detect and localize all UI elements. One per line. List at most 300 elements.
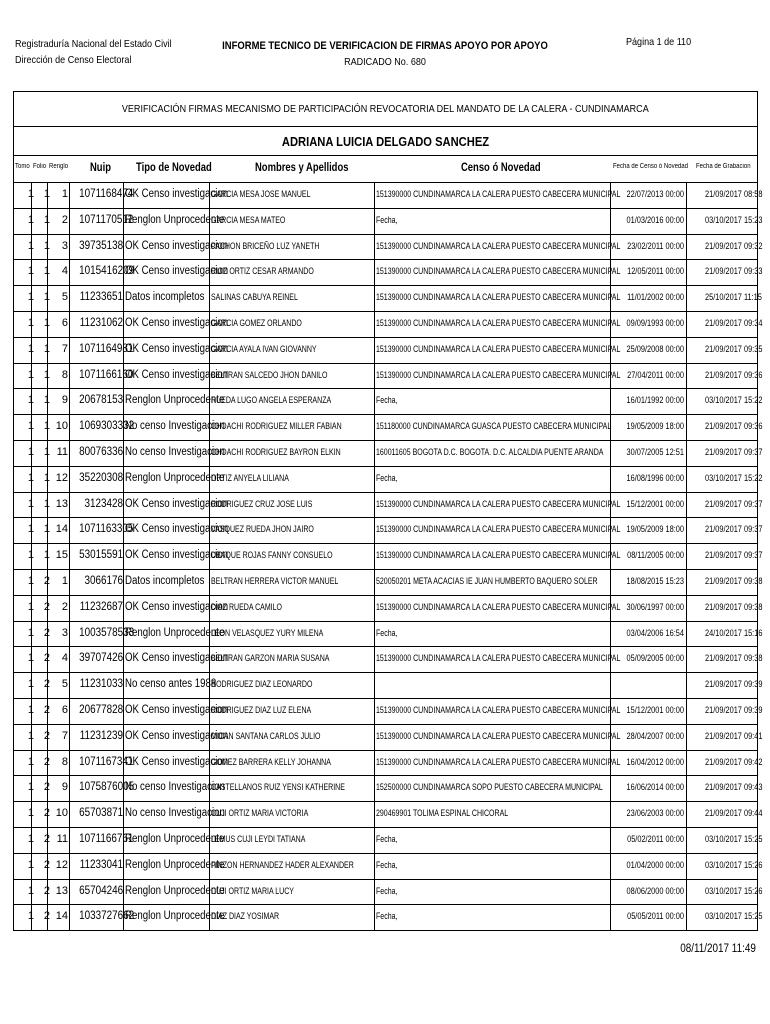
footer-timestamp: 08/11/2017 11:49 (680, 943, 756, 955)
nombre-cell: UBAQUE ROJAS FANNY CONSUELO (211, 550, 333, 561)
folio-cell: 2 (43, 807, 50, 820)
fecha-censo-cell: 05/09/2005 00:00 (626, 653, 684, 664)
tomo-cell: 1 (27, 807, 34, 820)
folio-cell: 1 (43, 188, 50, 200)
nombre-cell: BELTRAN GARZON MARIA SUSANA (211, 653, 330, 664)
tipo-novedad-cell: OK Censo investigacion (125, 549, 229, 562)
renglon-cell: 14 (55, 523, 68, 536)
fecha-censo-cell: 08/06/2000 00:00 (626, 885, 684, 896)
fecha-grabacion-cell: 03/10/2017 15:25 (704, 833, 763, 844)
renglon-cell: 13 (55, 497, 68, 510)
censo-cell: Fecha, (376, 472, 398, 483)
tipo-novedad-cell: OK Censo investigacion (125, 652, 229, 665)
fecha-censo-cell: 16/04/2012 00:00 (626, 756, 684, 767)
tomo-cell: 1 (27, 497, 34, 510)
fecha-censo-cell: 18/08/2015 15:23 (626, 575, 684, 586)
fecha-grabacion-cell: 03/10/2017 15:23 (704, 214, 763, 225)
tomo-cell: 1 (27, 188, 34, 200)
folio-cell: 2 (43, 703, 50, 716)
nombre-cell: SALINAS CABUYA REINEL (211, 292, 298, 303)
folio-cell: 2 (43, 600, 50, 613)
tomo-cell: 1 (27, 678, 34, 691)
fecha-censo-cell: 27/04/2011 00:00 (627, 369, 684, 380)
fecha-censo-cell: 15/12/2001 00:00 (626, 498, 684, 509)
nuip-cell: 11231239 (79, 729, 123, 742)
nuip-cell: 11231033 (79, 678, 123, 691)
renglon-cell: 5 (61, 678, 68, 691)
folio-cell: 1 (43, 523, 50, 536)
tipo-novedad-cell: Renglon Unprocedente (125, 884, 225, 897)
nuip-cell: 1071166761 (79, 832, 134, 845)
tipo-novedad-cell: Datos incompletos (125, 291, 205, 304)
censo-cell: 151390000 CUNDINAMARCA LA CALERA PUESTO CABECERA MUNICIPAL (376, 369, 621, 380)
fecha-grabacion-cell: 21/09/2017 09:37 (704, 446, 763, 457)
censo-cell: 151390000 CUNDINAMARCA LA CALERA PUESTO CABECERA MUNICIPAL (376, 189, 621, 199)
fecha-grabacion-cell: 21/09/2017 09:37 (704, 524, 763, 535)
folio-cell: 1 (43, 368, 50, 381)
table-row (14, 363, 763, 389)
table-row (14, 543, 763, 569)
censo-cell: Fecha, (376, 911, 398, 922)
fecha-grabacion-cell: 21/09/2017 09:42 (704, 756, 763, 767)
tomo-cell: 1 (27, 394, 34, 407)
nombre-cell: RUEDA LUGO ANGELA ESPERANZA (211, 395, 332, 406)
fecha-grabacion-cell: 21/09/2017 09:44 (704, 808, 763, 819)
tipo-novedad-cell: Renglon Unprocedente (125, 394, 225, 407)
censo-cell: 160011605 BOGOTA D.C. BOGOTA. D.C. ALCALDIA PUENTE ARANDA (376, 446, 604, 457)
tipo-novedad-cell: OK Censo investigacion (125, 239, 229, 252)
fecha-grabacion-cell: 21/09/2017 09:38 (704, 575, 763, 586)
nuip-cell: 35220308 (79, 471, 124, 484)
fecha-censo-cell: 30/06/1997 00:00 (626, 601, 684, 612)
renglon-cell: 4 (61, 652, 68, 665)
tomo-cell: 1 (27, 471, 34, 484)
censo-cell: 151390000 CUNDINAMARCA LA CALERA PUESTO CABECERA MUNICIPAL (376, 240, 621, 251)
table-row (14, 208, 763, 234)
nuip-cell: 80076336 (79, 445, 124, 458)
tipo-novedad-cell: No censo antes 1988 (125, 678, 217, 691)
table-row (14, 672, 763, 698)
fecha-censo-cell: 22/07/2013 00:00 (626, 189, 684, 199)
fecha-censo-cell: 09/09/1993 00:00 (626, 317, 684, 328)
table-row (14, 646, 763, 672)
censo-cell: 151390000 CUNDINAMARCA LA CALERA PUESTO CABECERA MUNICIPAL (376, 653, 621, 664)
censo-cell: Fecha, (376, 859, 398, 870)
verification-banner (13, 91, 758, 126)
renglon-cell: 6 (61, 703, 68, 716)
nuip-cell: 1071164981 (79, 342, 134, 355)
table-row (14, 904, 763, 930)
fecha-grabacion-cell: 21/09/2017 09:34 (704, 317, 763, 328)
folio-cell: 2 (43, 884, 50, 897)
fecha-censo-cell: 01/03/2016 00:00 (626, 214, 684, 225)
nuip-cell: 1071166160 (79, 368, 134, 381)
tomo-cell: 1 (27, 600, 34, 613)
tomo-cell: 1 (27, 574, 34, 587)
tomo-cell: 1 (27, 910, 34, 923)
nuip-cell: 1071170512 (79, 213, 134, 226)
tomo-cell: 1 (27, 858, 34, 871)
tipo-novedad-cell: Renglon Unprocedente (125, 832, 225, 845)
tipo-novedad-cell: OK Censo investigacion (125, 265, 229, 278)
fecha-grabacion-cell: 21/09/2017 09:43 (704, 782, 763, 793)
folio-cell: 1 (43, 316, 50, 329)
fecha-censo-cell: 03/04/2006 16:54 (626, 627, 684, 638)
tomo-cell: 1 (27, 291, 34, 304)
col-fecha-grabacion: Fecha de Grabacion (696, 163, 751, 170)
fecha-censo-cell: 30/07/2005 12:51 (626, 446, 684, 457)
table-row (14, 440, 763, 466)
tipo-novedad-cell: OK Censo investigacion (125, 316, 229, 329)
nuip-cell: 65704246 (79, 884, 124, 897)
tomo-cell: 1 (27, 213, 34, 226)
tipo-novedad-cell: No censo Investigacion (125, 420, 225, 433)
tipo-novedad-cell: No censo Investigacion (125, 807, 225, 820)
folio-cell: 1 (43, 394, 50, 407)
radicado-number: RADICADO No. 680 (344, 56, 426, 68)
fecha-grabacion-cell: 21/09/2017 09:37 (704, 550, 763, 561)
table-row (14, 698, 763, 724)
nombre-cell: BELTRAN SALCEDO JHON DANILO (211, 369, 328, 380)
censo-cell: 520050201 META ACACIAS IE JUAN HUMBERTO BAQUERO SOLER (376, 575, 598, 586)
fecha-grabacion-cell: 03/10/2017 15:22 (704, 395, 763, 406)
col-tomo: Tomo (15, 163, 30, 170)
censo-cell: 151390000 CUNDINAMARCA LA CALERA PUESTO CABECERA MUNICIPAL (376, 343, 621, 354)
renglon-cell: 10 (55, 420, 68, 433)
nombre-cell: BELTRAN HERRERA VICTOR MANUEL (211, 575, 339, 586)
folio-cell: 1 (43, 239, 50, 252)
nuip-cell: 1069303332 (79, 420, 135, 433)
censo-cell: Fecha, (376, 885, 398, 896)
folio-cell: 1 (43, 549, 50, 562)
nombre-cell: CUJI ORTIZ MARIA LUCY (211, 885, 294, 896)
table-row (14, 879, 763, 905)
table-row (14, 853, 763, 879)
nombre-cell: GOMEZ BARRERA KELLY JOHANNA (211, 756, 331, 767)
report-title: INFORME TECNICO DE VERIFICACION DE FIRMAS APOYO POR APOYO (222, 40, 548, 52)
fecha-censo-cell: 19/05/2009 18:00 (626, 524, 684, 535)
renglon-cell: 1 (61, 188, 68, 200)
nombre-cell: LEON VELASQUEZ YURY MILENA (211, 627, 324, 638)
tomo-cell: 1 (27, 420, 34, 433)
table-row (14, 414, 763, 440)
col-nuip: Nuip (90, 162, 111, 174)
tomo-cell: 1 (27, 342, 34, 355)
censo-cell: 151180000 CUNDINAMARCA GUASCA PUESTO CABECERA MUNICIPAL (376, 421, 612, 432)
nuip-cell: 53015591 (79, 549, 124, 562)
fecha-censo-cell: 12/05/2011 00:00 (627, 266, 684, 277)
nombre-cell: DIAZ DIAZ YOSIMAR (211, 911, 280, 922)
fecha-grabacion-cell: 03/10/2017 15:22 (704, 472, 763, 483)
table-row (14, 621, 763, 647)
fecha-censo-cell: 05/05/2011 00:00 (627, 911, 684, 922)
tomo-cell: 1 (27, 549, 34, 562)
fecha-censo-cell: 16/08/1996 00:00 (626, 472, 684, 483)
fecha-grabacion-cell: 21/09/2017 09:33 (704, 266, 763, 277)
renglon-cell: 12 (55, 858, 68, 871)
table-row (14, 724, 763, 750)
folio-cell: 1 (43, 471, 50, 484)
fecha-censo-cell: 25/09/2008 00:00 (626, 343, 684, 354)
col-nombres: Nombres y Apellidos (255, 162, 349, 174)
nuip-cell: 11233651 (79, 291, 123, 304)
table-row (14, 801, 763, 827)
table-row (14, 311, 763, 337)
nombre-cell: VASQUEZ RUEDA JHON JAIRO (211, 524, 314, 535)
censo-cell: 151390000 CUNDINAMARCA LA CALERA PUESTO CABECERA MUNICIPAL (376, 266, 621, 277)
tipo-novedad-cell: Renglon Unprocedente (125, 213, 225, 226)
tipo-novedad-cell: OK Censo investigacion (125, 368, 229, 381)
col-tipo-novedad: Tipo de Novedad (136, 162, 212, 174)
renglon-cell: 10 (55, 807, 68, 820)
renglon-cell: 7 (61, 729, 68, 742)
col-censo: Censo ó Novedad (461, 162, 541, 174)
table-row (14, 234, 763, 260)
censo-cell: Fecha, (376, 395, 398, 406)
fecha-grabacion-cell: 03/10/2017 15:25 (704, 911, 763, 922)
nuip-cell: 1003578533 (79, 626, 135, 639)
tipo-novedad-cell: No censo Investigacion (125, 781, 225, 794)
tipo-novedad-cell: Renglon Unprocedente (125, 471, 225, 484)
nuip-cell: 1071163305 (79, 523, 134, 536)
table-header (13, 156, 758, 182)
organization (15, 36, 172, 68)
nuip-cell: 39707426 (79, 652, 124, 665)
fecha-grabacion-cell: 21/09/2017 08:58 (704, 189, 763, 199)
tomo-cell: 1 (27, 368, 34, 381)
tipo-novedad-cell: OK Censo investigacion (125, 755, 229, 768)
nombre-cell: GARCIA AYALA IVAN GIOVANNY (211, 343, 317, 354)
fecha-censo-cell: 15/12/2001 00:00 (626, 704, 684, 715)
table-row (14, 775, 763, 801)
tipo-novedad-cell: Renglon Unprocedente (125, 858, 225, 871)
nuip-cell: 20677828 (79, 703, 124, 716)
renglon-cell: 14 (55, 910, 68, 923)
table-row (14, 337, 763, 363)
nuip-cell: 1015416209 (79, 265, 135, 278)
fecha-grabacion-cell: 21/09/2017 09:38 (704, 653, 763, 664)
nuip-cell: 1075876005 (79, 781, 135, 794)
fecha-grabacion-cell: 25/10/2017 11:15 (704, 292, 762, 303)
nombre-cell: CHOACHI RODRIGUEZ BAYRON ELKIN (211, 446, 341, 457)
nombre-cell: PINZON HERNANDEZ HADER ALEXANDER (211, 859, 354, 870)
censo-cell: 151390000 CUNDINAMARCA LA CALERA PUESTO CABECERA MUNICIPAL (376, 292, 621, 303)
fecha-grabacion-cell: 21/09/2017 09:41 (704, 730, 763, 741)
fecha-grabacion-cell: 03/10/2017 15:26 (704, 859, 763, 870)
nombre-cell: RODRIGUEZ DIAZ LUZ ELENA (211, 704, 312, 715)
fecha-grabacion-cell: 21/09/2017 09:38 (704, 601, 763, 612)
tomo-cell: 1 (27, 884, 34, 897)
censo-cell: 290469901 TOLIMA ESPINAL CHICORAL (376, 808, 509, 819)
table-row (14, 827, 763, 853)
fecha-censo-cell: 19/05/2009 18:00 (626, 421, 684, 432)
folio-cell: 2 (43, 626, 50, 639)
nombre-cell: DIAZ RUEDA CAMILO (211, 601, 282, 612)
tomo-cell: 1 (27, 265, 34, 278)
tomo-cell: 1 (27, 626, 34, 639)
fecha-grabacion-cell: 21/09/2017 09:35 (704, 343, 763, 354)
nombre-cell: CUJI ORTIZ MARIA VICTORIA (211, 808, 309, 819)
fecha-censo-cell: 16/06/2014 00:00 (626, 782, 684, 793)
fecha-grabacion-cell: 21/09/2017 09:39 (704, 704, 763, 715)
renglon-cell: 2 (61, 600, 68, 613)
renglon-cell: 9 (61, 781, 68, 794)
nombre-cell: PACHON BRICEÑO LUZ YANETH (211, 240, 320, 251)
renglon-cell: 5 (61, 291, 68, 304)
table-row (14, 569, 763, 595)
censo-cell: 151390000 CUNDINAMARCA LA CALERA PUESTO CABECERA MUNICIPAL (376, 704, 621, 715)
nuip-cell: 11233041 (79, 858, 123, 871)
nombre-cell: CASTELLANOS RUIZ YENSI KATHERINE (211, 782, 345, 793)
nombre-cell: RUIZ ORTIZ CESAR ARMANDO (211, 266, 314, 277)
fecha-grabacion-cell: 21/09/2017 09:32 (704, 240, 763, 251)
col-fecha-censo: Fecha de Censo ó Novedad (613, 163, 688, 170)
folio-cell: 2 (43, 652, 50, 665)
censo-cell: 152500000 CUNDINAMARCA SOPO PUESTO CABECERA MUNICIPAL (376, 782, 603, 793)
nuip-cell: 11231062 (79, 316, 123, 329)
tipo-novedad-cell: Renglon Unprocedente (125, 626, 225, 639)
tipo-novedad-cell: OK Censo investigacion (125, 729, 229, 742)
tipo-novedad-cell: OK Censo investigacion (125, 342, 229, 355)
renglon-cell: 7 (61, 342, 68, 355)
folio-cell: 2 (43, 678, 50, 691)
folio-cell: 1 (43, 265, 50, 278)
table-row (14, 750, 763, 776)
fecha-censo-cell: 16/01/1992 00:00 (626, 395, 684, 406)
tomo-cell: 1 (27, 652, 34, 665)
folio-cell: 2 (43, 781, 50, 794)
person-name (13, 126, 758, 156)
nombre-cell: GARCIA MESA JOSE MANUEL (211, 189, 311, 199)
folio-cell: 1 (43, 497, 50, 510)
folio-cell: 2 (43, 574, 50, 587)
tomo-cell: 1 (27, 781, 34, 794)
nuip-cell: 20678153 (79, 394, 124, 407)
nuip-cell: 39735138 (79, 239, 124, 252)
org-name: Registraduría Nacional del Estado Civil (15, 38, 172, 50)
tipo-novedad-cell: OK Censo investigacion (125, 523, 229, 536)
folio-cell: 2 (43, 910, 50, 923)
renglon-cell: 1 (61, 574, 68, 587)
table-row (14, 492, 763, 518)
col-renglon: Renglo (49, 163, 69, 170)
table-row (14, 259, 763, 285)
verification-table (13, 182, 763, 931)
folio-cell: 1 (43, 445, 50, 458)
folio-cell: 1 (43, 213, 50, 226)
renglon-cell: 8 (61, 368, 68, 381)
folio-cell: 2 (43, 832, 50, 845)
renglon-cell: 4 (61, 265, 68, 278)
col-folio: Folio (33, 163, 47, 170)
tipo-novedad-cell: OK Censo investigacion (125, 600, 229, 613)
tomo-cell: 1 (27, 239, 34, 252)
tomo-cell: 1 (27, 703, 34, 716)
table-row (14, 388, 763, 414)
nuip-cell: 1033727662 (79, 910, 135, 923)
table-row (14, 517, 763, 543)
nuip-cell: 1071168474 (79, 188, 134, 200)
renglon-cell: 8 (61, 755, 68, 768)
renglon-cell: 3 (61, 626, 68, 639)
nombre-cell: LEMUS CUJI LEYDI TATIANA (211, 833, 306, 844)
fecha-censo-cell: 01/04/2000 00:00 (626, 859, 684, 870)
table-row (14, 285, 762, 311)
fecha-grabacion-cell: 21/09/2017 09:39 (704, 679, 763, 690)
table-row (14, 466, 763, 492)
fecha-grabacion-cell: 24/10/2017 15:16 (704, 627, 763, 638)
fecha-censo-cell: 23/02/2011 00:00 (627, 240, 684, 251)
folio-cell: 1 (43, 420, 50, 433)
censo-cell: 151390000 CUNDINAMARCA LA CALERA PUESTO CABECERA MUNICIPAL (376, 756, 621, 767)
renglon-cell: 13 (55, 884, 68, 897)
fecha-censo-cell: 08/11/2005 00:00 (627, 550, 684, 561)
fecha-grabacion-cell: 21/09/2017 09:37 (704, 498, 763, 509)
nombre-cell: ORTIZ ANYELA LILIANA (211, 472, 289, 483)
censo-cell: 151390000 CUNDINAMARCA LA CALERA PUESTO CABECERA MUNICIPAL (376, 730, 621, 741)
folio-cell: 1 (43, 342, 50, 355)
renglon-cell: 15 (55, 549, 68, 562)
nuip-cell: 11232687 (79, 600, 123, 613)
fecha-grabacion-cell: 21/09/2017 09:36 (704, 369, 763, 380)
person-name-text: ADRIANA LUICIA DELGADO SANCHEZ (281, 133, 490, 149)
censo-cell: 151390000 CUNDINAMARCA LA CALERA PUESTO CABECERA MUNICIPAL (376, 498, 621, 509)
nuip-cell: 3123428 (84, 497, 123, 510)
censo-cell: Fecha, (376, 627, 398, 638)
censo-cell: Fecha, (376, 833, 398, 844)
folio-cell: 2 (43, 729, 50, 742)
nuip-cell: 1071167341 (79, 755, 134, 768)
folio-cell: 2 (43, 858, 50, 871)
table-row (14, 182, 763, 208)
renglon-cell: 2 (61, 213, 68, 226)
tomo-cell: 1 (27, 729, 34, 742)
nuip-cell: 65703871 (79, 807, 124, 820)
fecha-censo-cell: 28/04/2007 00:00 (626, 730, 684, 741)
renglon-cell: 9 (61, 394, 68, 407)
fecha-censo-cell: 05/02/2011 00:00 (627, 833, 684, 844)
renglon-cell: 11 (56, 832, 68, 845)
table-row (14, 595, 763, 621)
tipo-novedad-cell: No censo Investigacion (125, 445, 225, 458)
tomo-cell: 1 (27, 523, 34, 536)
report-title-block (160, 38, 610, 70)
tomo-cell: 1 (27, 445, 34, 458)
page-number: Página 1 de 110 (626, 36, 692, 48)
nombre-cell: MICAN SANTANA CARLOS JULIO (211, 730, 321, 741)
org-department: Dirección de Censo Electoral (15, 54, 132, 66)
censo-cell: 151390000 CUNDINAMARCA LA CALERA PUESTO CABECERA MUNICIPAL (376, 317, 621, 328)
censo-cell: 151390000 CUNDINAMARCA LA CALERA PUESTO CABECERA MUNICIPAL (376, 524, 621, 535)
renglon-cell: 6 (61, 316, 68, 329)
tipo-novedad-cell: OK Censo investigacion (125, 497, 229, 510)
nuip-cell: 3066176 (84, 574, 123, 587)
folio-cell: 2 (43, 755, 50, 768)
fecha-grabacion-cell: 03/10/2017 15:26 (704, 885, 763, 896)
renglon-cell: 12 (55, 471, 68, 484)
tomo-cell: 1 (27, 755, 34, 768)
fecha-censo-cell: 11/01/2002 00:00 (627, 292, 684, 303)
fecha-censo-cell: 23/06/2003 00:00 (626, 808, 684, 819)
nombre-cell: GARCIA GOMEZ ORLANDO (211, 317, 302, 328)
nombre-cell: CHOACHI RODRIGUEZ MILLER FABIAN (211, 421, 342, 432)
censo-cell: Fecha, (376, 214, 398, 225)
tomo-cell: 1 (27, 316, 34, 329)
fecha-grabacion-cell: 21/09/2017 09:36 (704, 421, 763, 432)
nombre-cell: RODRIGUEZ DIAZ LEONARDO (211, 679, 313, 690)
nombre-cell: GARCIA MESA MATEO (211, 214, 286, 225)
tipo-novedad-cell: OK Censo investigacion (125, 703, 229, 716)
